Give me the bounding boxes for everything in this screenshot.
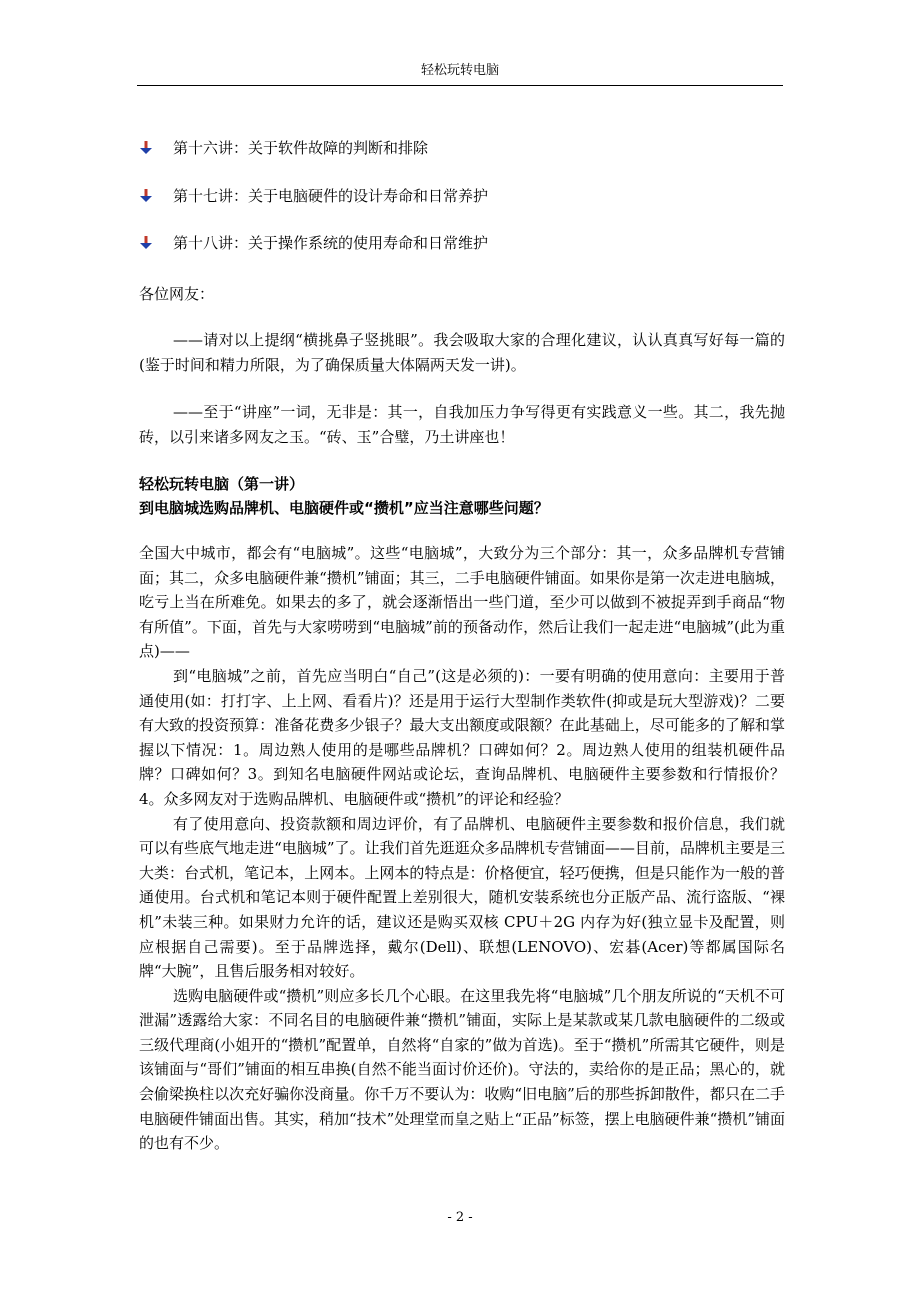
down-arrow-bullet-icon bbox=[139, 141, 153, 155]
body-paragraph: 到“电脑城”之前，首先应当明白“自己”(这是必须的)：一要有明确的使用意向：主要用于普通使用(如：打打字、上上网、看看片)？还是用于运行大型制作类软件(抑或是玩大型游戏)？二要有大致的投资预算：准备花费多少银子？最大支出额度或限额？在此基础上，尽可能多的了解和掌握以下情况：1。周边熟人使用的是哪些品牌机？口碑如何？2。周边熟人使用的组装机硬件品牌？口碑如何？3。到知名电脑硬件网站或论坛，查询品牌机、电脑硬件主要参数和行情报价？4。众多网友对于选购品牌机、电脑硬件或“攒机”的评论和经验？ bbox=[139, 666, 785, 808]
header-divider bbox=[137, 85, 783, 86]
note-paragraph: ——至于“讲座”一词，无非是：其一，自我加压力争写得更有实践意义一些。其二，我先抛砖，以引来诸多网友之玉。“砖、玉”合璧，乃土讲座也！ bbox=[139, 403, 785, 446]
outline-item-text: 第十七讲：关于电脑硬件的设计寿命和日常养护 bbox=[173, 187, 489, 205]
page-header: 轻松玩转电脑 bbox=[420, 63, 499, 78]
down-arrow-bullet-icon bbox=[139, 236, 153, 250]
body-paragraph: 全国大中城市，都会有“电脑城”。这些“电脑城”，大致分为三个部分：其一，众多品牌机专营铺面；其二，众多电脑硬件兼“攒机”铺面；其三，二手电脑硬件铺面。如果你是第一次走进电脑城，吃亏上当在所难免。如果去的多了，就会逐渐悟出一些门道，至少可以做到不被捉弄到手商品“物有所值”。下面，首先与大家唠唠到“电脑城”前的预备动作，然后让我们一起走进“电脑城”(此为重点)—— bbox=[139, 544, 785, 661]
down-arrow-bullet-icon bbox=[139, 189, 153, 203]
note-paragraph: ——请对以上提纲“横挑鼻子竖挑眼”。我会吸取大家的合理化建议，认认真真写好每一篇的(鉴于时间和精力所限，为了确保质量大体隔两天发一讲)。 bbox=[139, 331, 785, 374]
page-number: - 2 - bbox=[447, 1210, 473, 1225]
greeting: 各位网友： bbox=[139, 285, 215, 303]
article-body bbox=[139, 541, 785, 1156]
outline-item-text: 第十八讲：关于操作系统的使用寿命和日常维护 bbox=[173, 234, 489, 252]
body-paragraph: 有了使用意向、投资款额和周边评价，有了品牌机、电脑硬件主要参数和报价信息，我们就可以有些底气地走进“电脑城”了。让我们首先逛逛众多品牌机专营铺面——目前，品牌机主要是三大类：台式机，笔记本，上网本。上网本的特点是：价格便宜，轻巧便携，但是只能作为一般的普通使用。台式机和笔记本则于硬件配置上差别很大，随机安装系统也分正版产品、流行盗版、“裸机”未装三种。如果财力允许的话，建议还是购买双核 CPU＋2G 内存为好(独立显卡及配置，则应根据自己需要)。至于品牌选择，戴尔(Dell)、联想(LENOVO)、宏碁(Acer)等都属国际名牌“大腕”，且售后服务相对较好。 bbox=[139, 814, 785, 981]
lecture-subtitle: 到电脑城选购品牌机、电脑硬件或“攒机”应当注意哪些问题？ bbox=[139, 499, 549, 517]
outline-item-text: 第十六讲：关于软件故障的判断和排除 bbox=[173, 139, 429, 157]
body-paragraph: 选购电脑硬件或“攒机”则应多长几个心眼。在这里我先将“电脑城”几个朋友所说的“天机不可泄漏”透露给大家：不同名目的电脑硬件兼“攒机”铺面，实际上是某款或某几款电脑硬件的二级或三级代理商(小姐开的“攒机”配置单，自然将“自家的”做为首选)。至于“攒机”所需其它硬件，则是该铺面与“哥们”铺面的相互串换(自然不能当面讨价还价)。守法的，卖给你的是正品；黑心的，就会偷梁换柱以次充好骗你没商量。你千万不要认为：收购“旧电脑”后的那些拆卸散件，都只在二手电脑硬件铺面出售。其实，稍加“技术”处理堂而皇之贴上“正品”标签，摆上电脑硬件兼“攒机”铺面的也有不少。 bbox=[139, 986, 786, 1153]
lecture-title: 轻松玩转电脑（第一讲） bbox=[139, 475, 305, 493]
